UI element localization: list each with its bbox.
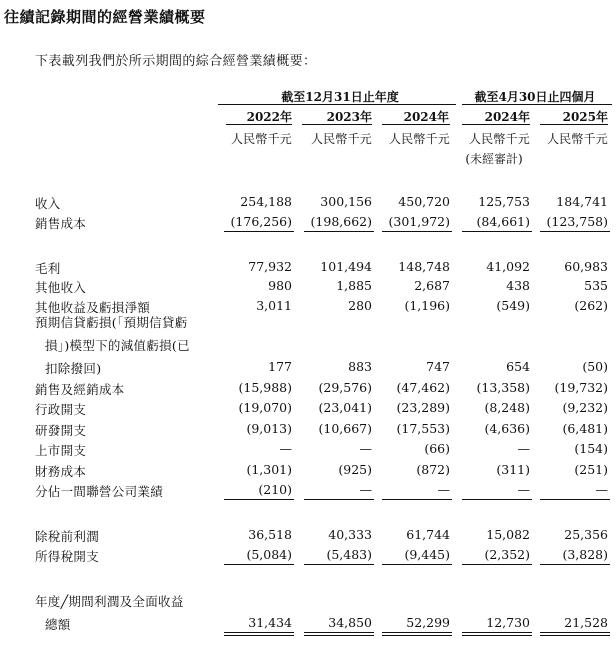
row-label: 所得稅開支 xyxy=(35,549,100,564)
row-value: (549) xyxy=(496,298,530,313)
row-value: (9,013) xyxy=(246,421,292,436)
row-value: 36,518 xyxy=(248,527,292,542)
total-rule xyxy=(224,564,294,565)
row-value: (10,667) xyxy=(318,421,372,436)
total-rule xyxy=(224,632,294,633)
header-group-years: 截至12月31日止年度 xyxy=(281,90,399,104)
unit-header-2022: 人民幣千元 xyxy=(230,132,292,146)
row-value: (66) xyxy=(424,441,450,456)
row-label: 行政開支 xyxy=(35,402,87,417)
row-value: (123,758) xyxy=(546,214,608,229)
row-value: 1,885 xyxy=(336,278,372,293)
total-rule xyxy=(540,231,610,232)
header-group-rule-2 xyxy=(462,104,612,105)
row-label: 其他收益及虧損淨額 xyxy=(35,300,151,315)
unit-header-2024-4m: 人民幣千元 xyxy=(468,132,530,146)
row-value: (84,661) xyxy=(476,214,530,229)
row-value: 747 xyxy=(426,359,450,374)
year-header-2025-4m: 2025年 xyxy=(562,110,608,124)
total-rule xyxy=(382,635,452,636)
row-value: — xyxy=(517,482,530,497)
row-value: (176,256) xyxy=(230,214,292,229)
total-rule xyxy=(462,632,532,633)
total-rule xyxy=(382,231,452,232)
row-value: — xyxy=(359,441,372,456)
total-rule xyxy=(304,499,374,500)
row-value: (47,462) xyxy=(396,380,450,395)
row-value: (9,232) xyxy=(562,400,608,415)
row-label: 其他收入 xyxy=(35,280,87,295)
header-group-rule-1 xyxy=(218,104,456,105)
row-value: 77,932 xyxy=(248,259,292,274)
row-value: (1,301) xyxy=(246,462,292,477)
header-group-four-months: 截至4月30日止四個月 xyxy=(474,90,596,104)
total-rule xyxy=(382,564,452,565)
row-value: (251) xyxy=(574,462,608,477)
total-rule xyxy=(304,632,374,633)
row-value: (1,196) xyxy=(404,298,450,313)
row-label: 總額 xyxy=(45,617,71,632)
row-value: 31,434 xyxy=(248,615,292,630)
year-header-2024-4m: 2024年 xyxy=(484,110,530,124)
total-rule xyxy=(382,632,452,633)
intro-text: 下表載列我們於所示期間的綜合經營業績概要： xyxy=(35,54,317,69)
row-label: 上市開支 xyxy=(35,443,87,458)
row-value: 101,494 xyxy=(320,259,372,274)
row-value: 883 xyxy=(348,359,372,374)
row-value: 654 xyxy=(506,359,530,374)
row-value: 12,730 xyxy=(486,615,530,630)
row-value: (19,732) xyxy=(554,380,608,395)
row-value: (50) xyxy=(582,359,608,374)
row-value: (9,445) xyxy=(404,547,450,562)
row-value: (13,358) xyxy=(476,380,530,395)
row-value: (198,662) xyxy=(310,214,372,229)
row-value: (23,289) xyxy=(396,400,450,415)
row-value: — xyxy=(279,441,292,456)
row-value: 535 xyxy=(584,278,608,293)
row-value: (311) xyxy=(496,462,530,477)
row-value: (23,041) xyxy=(318,400,372,415)
year-rule-2025-4m xyxy=(540,124,608,125)
row-value: 184,741 xyxy=(556,194,608,209)
total-rule xyxy=(540,632,610,633)
total-rule xyxy=(540,635,610,636)
row-value: 280 xyxy=(348,298,372,313)
row-value: (19,070) xyxy=(238,400,292,415)
row-value: — xyxy=(517,441,530,456)
row-label: 分佔一間聯營公司業績 xyxy=(35,484,164,499)
row-value: — xyxy=(595,482,608,497)
row-value: 21,528 xyxy=(564,615,608,630)
row-label: 損」)模型下的減值虧損(已 xyxy=(45,338,190,353)
total-rule xyxy=(462,499,532,500)
total-rule xyxy=(540,499,610,500)
total-rule xyxy=(224,499,294,500)
total-rule xyxy=(304,635,374,636)
row-value: (2,352) xyxy=(484,547,530,562)
total-rule xyxy=(224,635,294,636)
row-value: 300,156 xyxy=(320,194,372,209)
row-value: (925) xyxy=(338,462,372,477)
row-value: 148,748 xyxy=(398,259,450,274)
row-value: 60,983 xyxy=(564,259,608,274)
row-value: 61,744 xyxy=(406,527,450,542)
year-header-2022: 2022年 xyxy=(246,110,292,124)
total-rule xyxy=(540,564,610,565)
total-rule xyxy=(462,635,532,636)
row-value: (5,483) xyxy=(326,547,372,562)
row-value: 177 xyxy=(268,359,292,374)
row-value: 450,720 xyxy=(398,194,450,209)
row-value: 25,356 xyxy=(564,527,608,542)
row-value: (262) xyxy=(574,298,608,313)
row-value: (29,576) xyxy=(318,380,372,395)
row-value: (210) xyxy=(258,482,292,497)
row-value: 438 xyxy=(506,278,530,293)
row-value: 2,687 xyxy=(414,278,450,293)
row-value: (872) xyxy=(416,462,450,477)
year-rule-2024 xyxy=(382,124,450,125)
row-label: 毛利 xyxy=(35,261,61,276)
row-label: 研發開支 xyxy=(35,423,87,438)
row-value: (5,084) xyxy=(246,547,292,562)
row-value: (15,988) xyxy=(238,380,292,395)
total-rule xyxy=(304,564,374,565)
row-label: 收入 xyxy=(35,196,61,211)
row-value: (8,248) xyxy=(484,400,530,415)
row-value: (4,636) xyxy=(484,421,530,436)
total-rule xyxy=(304,231,374,232)
row-label: 銷售成本 xyxy=(35,216,87,231)
unit-header-2024: 人民幣千元 xyxy=(388,132,450,146)
row-label: 扣除撥回) xyxy=(45,361,102,376)
row-value: 40,333 xyxy=(328,527,372,542)
row-value: 980 xyxy=(268,278,292,293)
row-value: — xyxy=(359,482,372,497)
row-value: (301,972) xyxy=(388,214,450,229)
total-rule xyxy=(382,499,452,500)
unit-header-2025-4m: 人民幣千元 xyxy=(546,132,608,146)
row-value: 15,082 xyxy=(486,527,530,542)
total-rule xyxy=(224,231,294,232)
row-value: 41,092 xyxy=(486,259,530,274)
row-value: 125,753 xyxy=(478,194,530,209)
row-label: 除稅前利潤 xyxy=(35,529,100,544)
year-rule-2023 xyxy=(302,124,372,125)
year-header-2023: 2023年 xyxy=(326,110,372,124)
row-value: 52,299 xyxy=(406,615,450,630)
year-header-2024: 2024年 xyxy=(403,110,449,124)
row-value: — xyxy=(437,482,450,497)
row-value: (154) xyxy=(574,441,608,456)
row-label: 財務成本 xyxy=(35,464,87,479)
total-rule xyxy=(462,231,532,232)
row-value: (3,828) xyxy=(562,547,608,562)
row-value: 34,850 xyxy=(328,615,372,630)
year-rule-2024-4m xyxy=(462,124,530,125)
section-title: 往績記錄期間的經營業績概要 xyxy=(4,8,206,26)
unaudited-note: (未經審計) xyxy=(465,152,523,166)
total-rule xyxy=(462,564,532,565)
row-label: 年度╱期間利潤及全面收益 xyxy=(35,594,184,609)
row-value: 3,011 xyxy=(256,298,292,313)
row-label: 預期信貸虧損(「預期信貸虧 xyxy=(35,315,188,330)
row-value: (17,553) xyxy=(396,421,450,436)
year-rule-2022 xyxy=(226,124,292,125)
row-value: 254,188 xyxy=(240,194,292,209)
row-label: 銷售及經銷成本 xyxy=(35,382,125,397)
row-value: (6,481) xyxy=(562,421,608,436)
unit-header-2023: 人民幣千元 xyxy=(310,132,372,146)
